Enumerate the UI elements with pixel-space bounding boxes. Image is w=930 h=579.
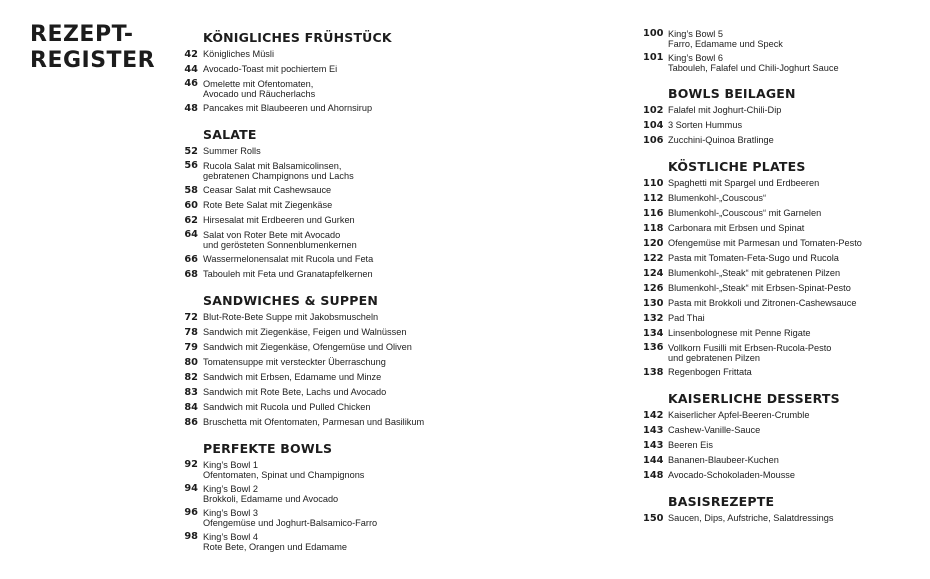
page-title bbox=[30, 22, 155, 74]
recipe-name bbox=[203, 327, 406, 337]
recipe-name-line: Linsenbolognese mit Penne Rigate bbox=[668, 328, 811, 338]
page-number: 66 bbox=[184, 254, 198, 265]
recipe-name-line: King’s Bowl 2 bbox=[203, 484, 258, 494]
index-entry bbox=[643, 29, 930, 49]
section-title: BASISREZEPTE bbox=[668, 494, 775, 509]
recipe-name bbox=[668, 328, 811, 338]
recipe-name-line: Sandwich mit Rote Bete, Lachs und Avocado bbox=[203, 387, 387, 397]
recipe-name-line: Omelette mit Ofentomaten, bbox=[203, 79, 314, 89]
index-entry bbox=[643, 513, 930, 524]
page-number: 48 bbox=[184, 103, 198, 114]
recipe-name bbox=[668, 208, 821, 218]
index-entry bbox=[643, 425, 930, 436]
recipe-name-line: Sandwich mit Erbsen, Edamame und Minze bbox=[203, 372, 382, 382]
page-number: 101 bbox=[643, 52, 664, 63]
recipe-name bbox=[668, 425, 760, 435]
recipe-name bbox=[203, 200, 332, 210]
index-entry bbox=[178, 484, 478, 504]
index-column-left bbox=[178, 30, 478, 565]
page-number: 142 bbox=[643, 410, 664, 421]
index-section bbox=[178, 30, 478, 114]
index-entry bbox=[643, 178, 930, 189]
recipe-name bbox=[203, 508, 377, 528]
recipe-name bbox=[203, 230, 357, 250]
page-number: 130 bbox=[643, 298, 664, 309]
recipe-name-line: King’s Bowl 6 bbox=[668, 53, 723, 63]
recipe-name-line: Pancakes mit Blaubeeren und Ahornsirup bbox=[203, 103, 373, 113]
page-number: 78 bbox=[184, 327, 198, 338]
page-number: 144 bbox=[643, 455, 664, 466]
index-entry bbox=[178, 387, 478, 398]
recipe-name-line: Sandwich mit Ziegenkäse, Ofengemüse und Oliven bbox=[203, 342, 412, 352]
page-number: 122 bbox=[643, 253, 664, 264]
recipe-name-line: und gerösteten Sonnenblumenkernen bbox=[203, 240, 357, 250]
page-number: 104 bbox=[643, 120, 664, 131]
recipe-name-line: Rote Bete Salat mit Ziegenkäse bbox=[203, 200, 333, 210]
recipe-name bbox=[203, 64, 337, 74]
recipe-name bbox=[203, 146, 261, 156]
index-entry bbox=[178, 402, 478, 413]
recipe-name bbox=[203, 269, 373, 279]
recipe-name-line: Blumenkohl-„Couscous“ bbox=[668, 193, 767, 203]
index-entry bbox=[643, 268, 930, 279]
page-number: 124 bbox=[643, 268, 664, 279]
index-section bbox=[643, 159, 930, 378]
recipe-name-line: Blumenkohl-„Steak“ mit Erbsen-Spinat-Pesto bbox=[668, 283, 851, 293]
section-title: SANDWICHES & SUPPEN bbox=[203, 293, 379, 308]
recipe-name-line: Sandwich mit Ziegenkäse, Feigen und Walnüssen bbox=[203, 327, 407, 337]
recipe-name-line: Ofentomaten, Spinat und Champignons bbox=[203, 470, 365, 480]
index-entry bbox=[178, 161, 478, 181]
recipe-name bbox=[203, 342, 412, 352]
recipe-name bbox=[668, 513, 833, 523]
recipe-name-line: Pasta mit Brokkoli und Zitronen-Cashewsauce bbox=[668, 298, 857, 308]
page-number: 96 bbox=[184, 507, 198, 518]
recipe-name bbox=[203, 312, 378, 322]
page-number: 126 bbox=[643, 283, 664, 294]
index-section bbox=[178, 293, 478, 428]
recipe-name-line: Tomatensuppe mit versteckter Überraschung bbox=[203, 357, 386, 367]
recipe-name-line: Cashew-Vanille-Sauce bbox=[668, 425, 761, 435]
page-number: 112 bbox=[643, 193, 664, 204]
recipe-name-line: Königliches Müsli bbox=[203, 49, 274, 59]
index-entry bbox=[178, 185, 478, 196]
recipe-name-line: Summer Rolls bbox=[203, 146, 261, 156]
section-title: KAISERLICHE DESSERTS bbox=[668, 391, 840, 406]
recipe-name-line: Zucchini-Quinoa Bratlinge bbox=[668, 135, 774, 145]
page-number: 110 bbox=[643, 178, 664, 189]
index-entry bbox=[178, 146, 478, 157]
recipe-name-line: Avocado-Schokoladen-Mousse bbox=[668, 470, 796, 480]
index-entry bbox=[178, 372, 478, 383]
index-entry bbox=[643, 253, 930, 264]
recipe-name bbox=[203, 254, 373, 264]
recipe-name bbox=[668, 440, 713, 450]
recipe-name-line: Rote Bete, Orangen und Edamame bbox=[203, 542, 348, 552]
page-number: 84 bbox=[184, 402, 198, 413]
recipe-name-line: Bananen-Blaubeer-Kuchen bbox=[668, 455, 779, 465]
page-number: 134 bbox=[643, 328, 664, 339]
recipe-name bbox=[203, 215, 355, 225]
recipe-name bbox=[203, 372, 381, 382]
index-section bbox=[643, 29, 930, 73]
recipe-name bbox=[203, 402, 371, 412]
recipe-name bbox=[668, 120, 742, 130]
recipe-name-line: Blut-Rote-Bete Suppe mit Jakobsmuscheln bbox=[203, 312, 379, 322]
recipe-name bbox=[668, 367, 752, 377]
index-entry bbox=[643, 135, 930, 146]
recipe-name bbox=[668, 455, 779, 465]
page-number: 92 bbox=[184, 459, 198, 470]
page-number: 58 bbox=[184, 185, 198, 196]
recipe-name-line: Pad Thai bbox=[668, 313, 705, 323]
index-entry bbox=[643, 328, 930, 339]
recipe-name-line: Blumenkohl-„Couscous“ mit Garnelen bbox=[668, 208, 822, 218]
index-entry bbox=[178, 103, 478, 114]
index-entry bbox=[178, 49, 478, 60]
recipe-name-line: und gebratenen Pilzen bbox=[668, 353, 760, 363]
index-entry bbox=[643, 208, 930, 219]
recipe-name bbox=[668, 470, 795, 480]
page-number: 72 bbox=[184, 312, 198, 323]
recipe-name bbox=[668, 178, 819, 188]
recipe-name bbox=[668, 298, 856, 308]
index-entry bbox=[643, 193, 930, 204]
recipe-name-line: Wassermelonensalat mit Rucola und Feta bbox=[203, 254, 374, 264]
index-section bbox=[643, 391, 930, 481]
page-number: 143 bbox=[643, 425, 664, 436]
recipe-name bbox=[203, 460, 364, 480]
page-number: 150 bbox=[643, 513, 664, 524]
recipe-name bbox=[668, 283, 851, 293]
page-number: 94 bbox=[184, 483, 198, 494]
index-entry bbox=[178, 254, 478, 265]
recipe-name-line: Hirsesalat mit Erdbeeren und Gurken bbox=[203, 215, 355, 225]
recipe-name-line: Tabouleh mit Feta und Granatapfelkernen bbox=[203, 269, 373, 279]
index-entry bbox=[178, 342, 478, 353]
recipe-name-line: Spaghetti mit Spargel und Erdbeeren bbox=[668, 178, 820, 188]
index-entry bbox=[643, 223, 930, 234]
page-number: 64 bbox=[184, 229, 198, 240]
recipe-name-line: Carbonara mit Erbsen und Spinat bbox=[668, 223, 805, 233]
recipe-name-line: Kaiserlicher Apfel-Beeren-Crumble bbox=[668, 410, 810, 420]
page-number: 106 bbox=[643, 135, 664, 146]
page-number: 79 bbox=[184, 342, 198, 353]
recipe-name-line: Avocado-Toast mit pochiertem Ei bbox=[203, 64, 338, 74]
recipe-name bbox=[668, 313, 705, 323]
recipe-name-line: Falafel mit Joghurt-Chili-Dip bbox=[668, 105, 782, 115]
index-entry bbox=[643, 470, 930, 481]
recipe-name bbox=[668, 223, 804, 233]
recipe-name-line: Regenbogen Frittata bbox=[668, 367, 752, 377]
recipe-name bbox=[668, 135, 774, 145]
page-number: 62 bbox=[184, 215, 198, 226]
page-number: 120 bbox=[643, 238, 664, 249]
recipe-name bbox=[203, 387, 386, 397]
index-column-right bbox=[643, 29, 930, 537]
index-section bbox=[643, 494, 930, 524]
recipe-name bbox=[203, 185, 331, 195]
index-entry bbox=[178, 79, 478, 99]
index-section bbox=[643, 86, 930, 146]
index-entry bbox=[643, 313, 930, 324]
recipe-name-line: Ofengemüse mit Parmesan und Tomaten-Pesto bbox=[668, 238, 862, 248]
recipe-name bbox=[203, 49, 274, 59]
page-number: 102 bbox=[643, 105, 664, 116]
page-number: 83 bbox=[184, 387, 198, 398]
index-entry bbox=[178, 508, 478, 528]
recipe-name-line: Beeren Eis bbox=[668, 440, 713, 450]
section-title: PERFEKTE BOWLS bbox=[203, 441, 333, 456]
page-number: 80 bbox=[184, 357, 198, 368]
recipe-name bbox=[203, 161, 354, 181]
recipe-name bbox=[668, 193, 766, 203]
index-entry bbox=[643, 343, 930, 363]
recipe-name-line: gebratenen Champignons und Lachs bbox=[203, 171, 354, 181]
recipe-name bbox=[203, 357, 386, 367]
recipe-name-line: Brokkoli, Edamame und Avocado bbox=[203, 494, 339, 504]
recipe-name-line: Sandwich mit Rucola und Pulled Chicken bbox=[203, 402, 371, 412]
index-entry bbox=[643, 440, 930, 451]
index-entry bbox=[643, 238, 930, 249]
recipe-name-line: Bruschetta mit Ofentomaten, Parmesan und Basilikum bbox=[203, 417, 425, 427]
index-section bbox=[178, 127, 478, 280]
index-entry bbox=[178, 269, 478, 280]
page-number: 86 bbox=[184, 417, 198, 428]
recipe-name bbox=[203, 484, 338, 504]
index-entry bbox=[178, 417, 478, 428]
page-number: 100 bbox=[643, 28, 664, 39]
page-number: 60 bbox=[184, 200, 198, 211]
page-number: 118 bbox=[643, 223, 664, 234]
index-entry bbox=[643, 283, 930, 294]
recipe-name bbox=[668, 343, 831, 363]
page-number: 138 bbox=[643, 367, 664, 378]
recipe-name bbox=[203, 103, 372, 113]
recipe-name-line: Salat von Roter Bete mit Avocado bbox=[203, 230, 341, 240]
index-entry bbox=[178, 327, 478, 338]
recipe-name-line: Blumenkohl-„Steak“ mit gebratenen Pilzen bbox=[668, 268, 841, 278]
page-number: 68 bbox=[184, 269, 198, 280]
index-entry bbox=[178, 312, 478, 323]
page-number: 98 bbox=[184, 531, 198, 542]
index-entry bbox=[178, 64, 478, 75]
page-number: 46 bbox=[184, 78, 198, 89]
index-entry bbox=[643, 367, 930, 378]
recipe-name-line: Tabouleh, Falafel und Chili-Joghurt Sauce bbox=[668, 63, 839, 73]
recipe-name-line: Avocado und Räucherlachs bbox=[203, 89, 316, 99]
recipe-name bbox=[668, 268, 840, 278]
page-title-line-1: REZEPT- bbox=[30, 22, 134, 47]
recipe-name bbox=[668, 29, 783, 49]
index-entry bbox=[178, 460, 478, 480]
recipe-name bbox=[203, 532, 347, 552]
page-number: 132 bbox=[643, 313, 664, 324]
index-entry bbox=[178, 230, 478, 250]
page-number: 116 bbox=[643, 208, 664, 219]
index-entry bbox=[643, 105, 930, 116]
page-number: 44 bbox=[184, 64, 198, 75]
recipe-name-line: King’s Bowl 4 bbox=[203, 532, 258, 542]
page-number: 52 bbox=[184, 146, 198, 157]
recipe-name bbox=[668, 105, 781, 115]
recipe-name-line: Vollkorn Fusilli mit Erbsen-Rucola-Pesto bbox=[668, 343, 832, 353]
page-number: 82 bbox=[184, 372, 198, 383]
section-title: SALATE bbox=[203, 127, 257, 142]
index-entry bbox=[178, 357, 478, 368]
index-entry bbox=[643, 120, 930, 131]
recipe-name bbox=[203, 417, 424, 427]
index-entry bbox=[643, 410, 930, 421]
recipe-name-line: Pasta mit Tomaten-Feta-Sugo und Rucola bbox=[668, 253, 839, 263]
page-number: 56 bbox=[184, 160, 198, 171]
index-entry bbox=[178, 532, 478, 552]
page-number: 136 bbox=[643, 342, 664, 353]
index-entry bbox=[643, 53, 930, 73]
index-entry bbox=[178, 215, 478, 226]
recipe-name-line: King’s Bowl 1 bbox=[203, 460, 258, 470]
recipe-name-line: King’s Bowl 5 bbox=[668, 29, 723, 39]
section-title: KÖSTLICHE PLATES bbox=[668, 159, 806, 174]
page-number: 42 bbox=[184, 49, 198, 60]
section-title: KÖNIGLICHES FRÜHSTÜCK bbox=[203, 30, 392, 45]
recipe-name bbox=[668, 53, 839, 73]
section-title: BOWLS BEILAGEN bbox=[668, 86, 796, 101]
index-section bbox=[178, 441, 478, 552]
recipe-name bbox=[668, 253, 839, 263]
page-number: 143 bbox=[643, 440, 664, 451]
recipe-name-line: King’s Bowl 3 bbox=[203, 508, 258, 518]
page-title-line-2: REGISTER bbox=[30, 48, 156, 73]
index-entry bbox=[178, 200, 478, 211]
recipe-name bbox=[668, 410, 809, 420]
recipe-name-line: Ceasar Salat mit Cashewsauce bbox=[203, 185, 332, 195]
recipe-name bbox=[668, 238, 862, 248]
recipe-name bbox=[203, 79, 315, 99]
recipe-name-line: Saucen, Dips, Aufstriche, Salatdressings bbox=[668, 513, 834, 523]
recipe-name-line: Ofengemüse und Joghurt-Balsamico-Farro bbox=[203, 518, 378, 528]
recipe-name-line: 3 Sorten Hummus bbox=[668, 120, 743, 130]
index-entry bbox=[643, 298, 930, 309]
recipe-name-line: Farro, Edamame und Speck bbox=[668, 39, 783, 49]
page-number: 148 bbox=[643, 470, 664, 481]
recipe-name-line: Rucola Salat mit Balsamicolinsen, bbox=[203, 161, 342, 171]
index-entry bbox=[643, 455, 930, 466]
